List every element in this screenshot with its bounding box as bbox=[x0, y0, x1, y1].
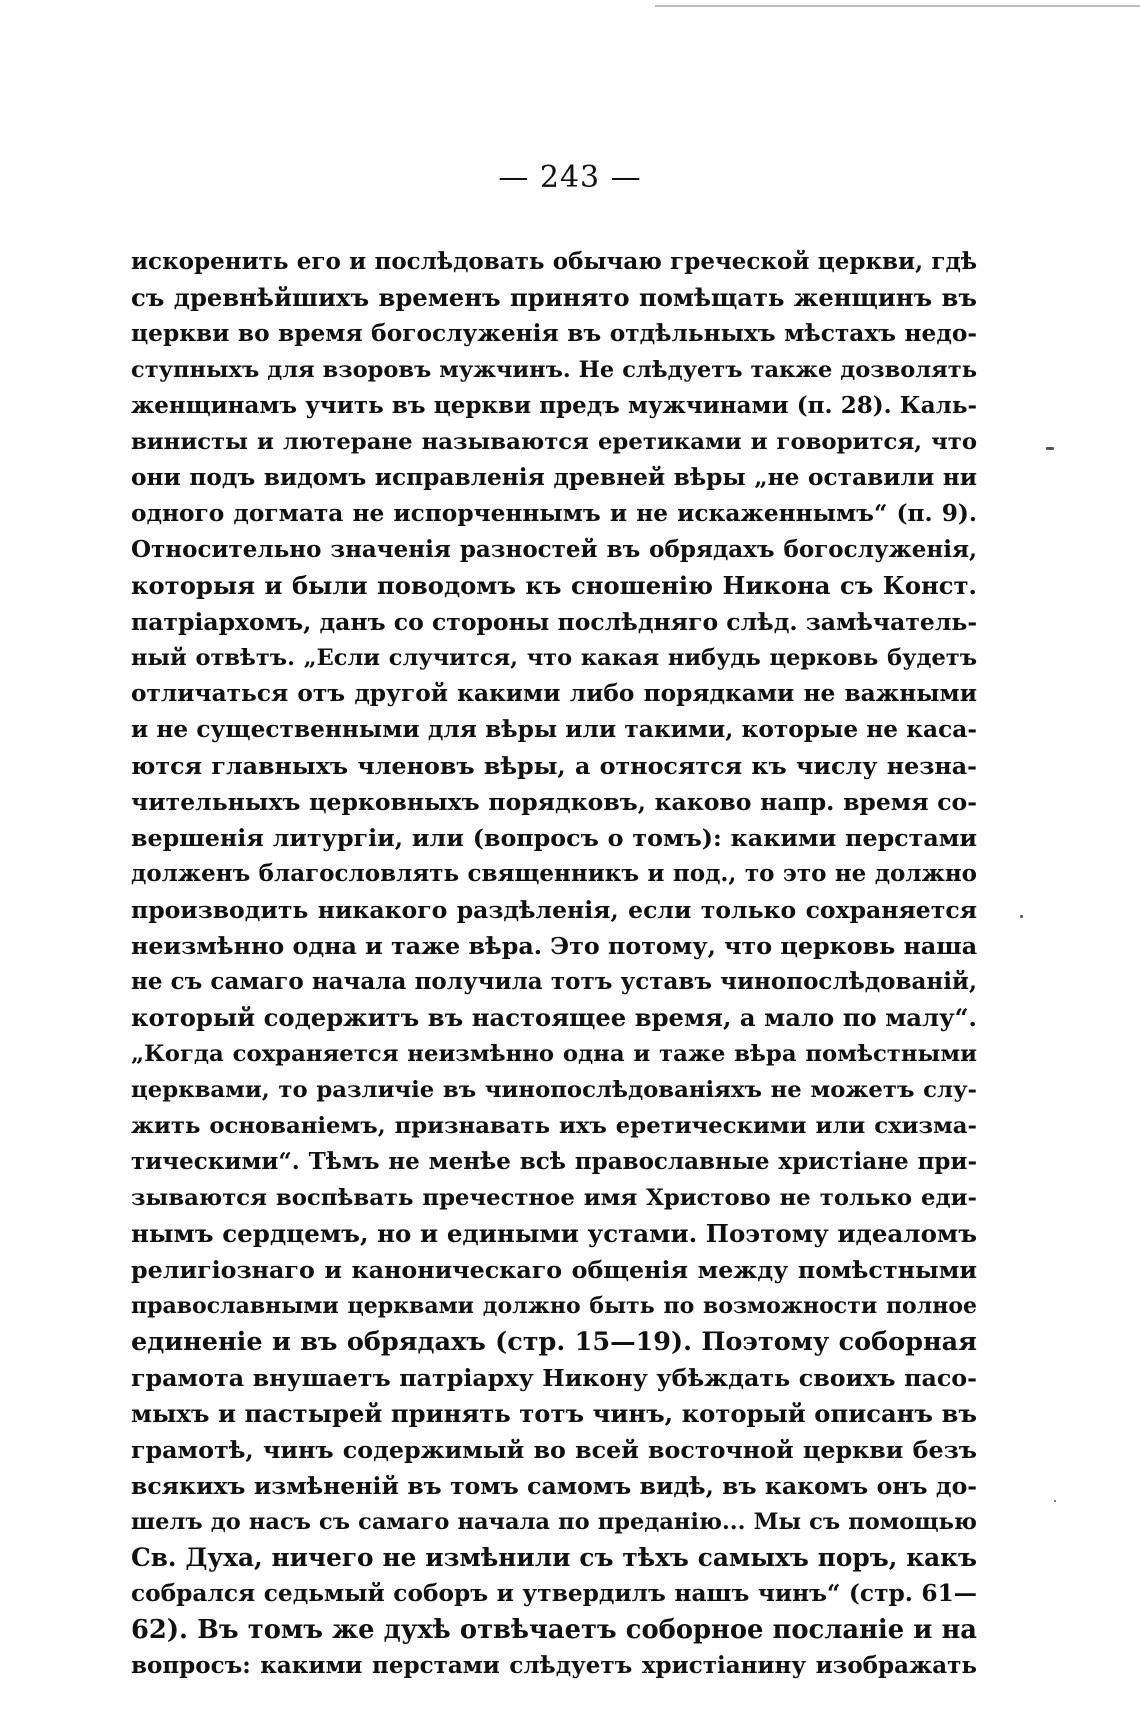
scan-speck bbox=[1046, 447, 1054, 450]
text-line: производить никакого раздѣленія, если только сохраняется bbox=[131, 896, 977, 924]
text-line: 62). Въ томъ же духѣ отвѣчаетъ соборное посланіе и на bbox=[131, 1615, 977, 1645]
text-line: которыя и были поводомъ къ сношенію Никона съ Конст. bbox=[131, 571, 977, 600]
text-line: не съ самаго начала получила тотъ уставъ чинопослѣдованій, bbox=[131, 968, 977, 995]
text-line: зываются воспѣвать пречестное имя Христово не только еди- bbox=[131, 1185, 977, 1211]
text-line: собрался седьмый соборъ и утвердилъ нашъ чинъ“ (стр. 61— bbox=[131, 1580, 977, 1607]
text-line: православными церквами должно быть по возможности полное bbox=[131, 1293, 977, 1319]
text-line: ются главныхъ членовъ вѣры, а относятся къ числу незна- bbox=[131, 752, 977, 780]
text-line: религіознаго и каноническаго общенія между помѣстными bbox=[131, 1256, 977, 1284]
text-line: шелъ до насъ съ самаго начала по преданію... Мы съ помощью bbox=[131, 1509, 977, 1535]
text-line: мыхъ и пастырей принять тотъ чинъ, который описанъ въ bbox=[131, 1399, 977, 1428]
scan-speck bbox=[1020, 915, 1023, 918]
text-line: отличаться отъ другой какими либо порядками не важными bbox=[131, 680, 977, 707]
text-line: съ древнѣйшихъ временъ принято помѣщать женщинъ въ bbox=[131, 283, 977, 312]
text-line: всякихъ измѣненій въ томъ самомъ видѣ, въ какомъ онъ до- bbox=[131, 1472, 977, 1500]
text-line: Относительно значенія разностей въ обрядахъ богослуженія, bbox=[131, 536, 977, 563]
text-line: и не существенными для вѣры или такими, которые не каса- bbox=[131, 716, 977, 743]
text-line: чительныхъ церковныхъ порядковъ, каково напр. время со- bbox=[131, 788, 977, 816]
text-line: тическими“. Тѣмъ не менѣе всѣ православные христіане при- bbox=[131, 1148, 977, 1175]
text-line: одного догмата не испорченнымъ и не искаженнымъ“ (п. 9). bbox=[131, 500, 977, 527]
text-line: женщинамъ учить въ церкви предъ мужчинами (п. 28). Каль- bbox=[131, 392, 977, 419]
text-line: который содержитъ въ настоящее время, а мало по малу“. bbox=[131, 1003, 977, 1032]
text-line: они подъ видомъ исправленія древней вѣры „не оставили ни bbox=[131, 464, 977, 491]
page-number: — 243 — bbox=[498, 160, 642, 195]
text-line: винисты и лютеране называются еретиками и говорится, что bbox=[131, 429, 977, 455]
scan-speck bbox=[1054, 1500, 1056, 1502]
text-line: церквами, то различіе въ чинопослѣдованіяхъ не можетъ слу- bbox=[131, 1077, 977, 1103]
text-line: патріархомъ, данъ со стороны послѣдняго слѣд. замѣчатель- bbox=[131, 608, 977, 636]
scan-top-rule bbox=[655, 5, 1140, 7]
text-line: ступныхъ для взоровъ мужчинъ. Не слѣдуетъ также дозволять bbox=[131, 357, 977, 383]
text-line: искоренить его и послѣдовать обычаю греческой церкви, гдѣ bbox=[131, 248, 977, 275]
text-line: ный отвѣтъ. „Если случится, что какая нибудь церковь будетъ bbox=[131, 645, 977, 671]
text-line: неизмѣнно одна и таже вѣра. Это потому, что церковь наша bbox=[131, 932, 977, 960]
text-line: долженъ благословлять священникъ и под., то это не должно bbox=[131, 860, 977, 887]
text-line: грамота внушаетъ патріарху Никону убѣждать своихъ пасо- bbox=[131, 1364, 977, 1392]
body-text bbox=[131, 244, 977, 1684]
text-line: единеніе и въ обрядахъ (стр. 15—19). Поэтому соборная bbox=[131, 1327, 977, 1357]
text-line: нымъ сердцемъ, но и едиными устами. Поэтому идеаломъ bbox=[131, 1219, 977, 1248]
text-line: вершенія литургіи, или (вопросъ о томъ): какими перстами bbox=[131, 824, 977, 852]
text-line: грамотѣ, чинъ содержимый во всей восточной церкви безъ bbox=[131, 1436, 977, 1464]
text-line: церкви во время богослуженія въ отдѣльныхъ мѣстахъ недо- bbox=[131, 320, 977, 347]
text-line: жить основаніемъ, признавать ихъ еретическими или схизма- bbox=[131, 1113, 977, 1139]
text-line: Св. Духа, ничего не измѣнили съ тѣхъ самыхъ поръ, какъ bbox=[131, 1543, 977, 1572]
text-line: „Когда сохраняется неизмѣнно одна и таже вѣра помѣстными bbox=[131, 1041, 977, 1067]
text-line: вопросъ: какими перстами слѣдуетъ христіанину изображать bbox=[131, 1652, 977, 1679]
